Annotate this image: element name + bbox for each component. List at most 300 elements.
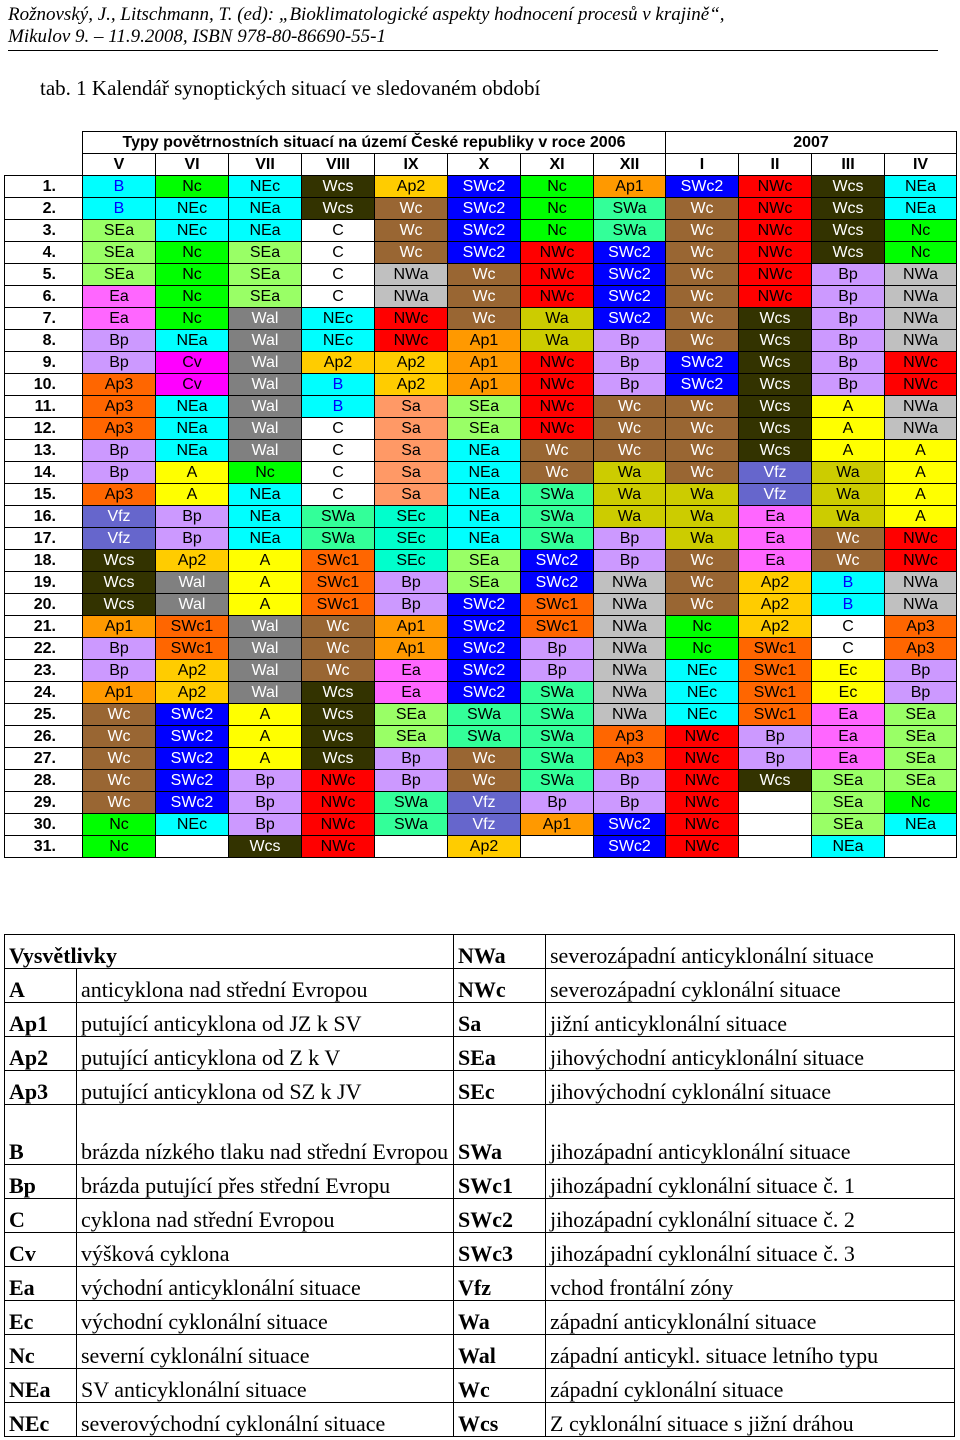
- situation-cell: NEa: [156, 440, 229, 462]
- situation-cell: Wa: [521, 330, 594, 352]
- legend-description: anticyklona nad střední Evropou: [77, 969, 454, 1003]
- situation-cell: SWc2: [448, 616, 521, 638]
- month-header: VI: [156, 154, 229, 176]
- situation-cell: NEa: [885, 198, 957, 220]
- situation-cell: NEc: [666, 660, 739, 682]
- situation-cell: C: [302, 264, 375, 286]
- situation-cell: Sa: [375, 396, 448, 418]
- situation-cell: Wc: [666, 264, 739, 286]
- legend-code: Ap1: [5, 1003, 77, 1037]
- situation-cell: Nc: [885, 242, 957, 264]
- situation-cell: NWa: [594, 638, 666, 660]
- legend-code: Nc: [5, 1335, 77, 1369]
- situation-cell: Ap3: [594, 748, 666, 770]
- situation-cell: Nc: [521, 220, 594, 242]
- situation-cell: SEa: [448, 572, 521, 594]
- situation-cell: SWc2: [521, 550, 594, 572]
- situation-cell: Wc: [666, 242, 739, 264]
- situation-cell: NWc: [739, 286, 812, 308]
- situation-cell: NEa: [229, 484, 302, 506]
- situation-cell: Wcs: [739, 374, 812, 396]
- situation-cell: Ap2: [739, 616, 812, 638]
- situation-cell: NWc: [521, 352, 594, 374]
- calendar-row: [5, 264, 957, 286]
- situation-cell: NWc: [739, 176, 812, 198]
- calendar-row: [5, 176, 957, 198]
- situation-cell: A: [229, 594, 302, 616]
- day-label: 27.: [5, 748, 83, 770]
- day-label: 10.: [5, 374, 83, 396]
- situation-cell: Sa: [375, 440, 448, 462]
- situation-cell: Bp: [812, 286, 885, 308]
- calendar-row: [5, 572, 957, 594]
- situation-cell: SEc: [375, 550, 448, 572]
- legend-code: NWa: [454, 935, 546, 969]
- situation-cell: NEa: [156, 418, 229, 440]
- situation-cell: Wcs: [302, 682, 375, 704]
- situation-cell: SWc2: [156, 770, 229, 792]
- month-header-row: [5, 154, 957, 176]
- legend-code: NEc: [5, 1403, 77, 1437]
- day-label: 13.: [5, 440, 83, 462]
- situation-cell: Bp: [812, 352, 885, 374]
- legend-description: severozápadní cyklonální situace: [546, 969, 955, 1003]
- day-label: 26.: [5, 726, 83, 748]
- corner-cell: [5, 132, 83, 154]
- legend-code: Cv: [5, 1233, 77, 1267]
- situation-cell: Wa: [666, 484, 739, 506]
- situation-cell: NWc: [302, 792, 375, 814]
- situation-cell: SWc1: [302, 572, 375, 594]
- situation-cell: SWc1: [739, 704, 812, 726]
- situation-cell: Nc: [83, 814, 156, 836]
- month-header: II: [739, 154, 812, 176]
- situation-cell: NWa: [375, 286, 448, 308]
- legend-description: brázda putující přes střední Evropu: [77, 1165, 454, 1199]
- situation-cell: SWc2: [666, 176, 739, 198]
- calendar-row: [5, 198, 957, 220]
- situation-cell: NWc: [375, 308, 448, 330]
- legend-description: putující anticyklona od SZ k JV: [77, 1071, 454, 1105]
- legend-row: [5, 1233, 955, 1267]
- legend-code: Ea: [5, 1267, 77, 1301]
- situation-cell: A: [229, 726, 302, 748]
- legend-code: SEc: [454, 1071, 546, 1105]
- situation-cell: Ap2: [156, 660, 229, 682]
- situation-cell: B: [302, 374, 375, 396]
- situation-cell: B: [83, 198, 156, 220]
- situation-cell: Ap2: [375, 352, 448, 374]
- situation-cell: SEc: [375, 528, 448, 550]
- legend-table: [4, 934, 955, 1437]
- situation-cell: Wal: [229, 330, 302, 352]
- situation-cell: A: [229, 550, 302, 572]
- situation-cell: [885, 836, 957, 858]
- situation-cell: Wal: [229, 682, 302, 704]
- situation-cell: Ap1: [375, 638, 448, 660]
- situation-cell: SEa: [448, 550, 521, 572]
- legend-row: [5, 1301, 955, 1335]
- calendar-row: [5, 792, 957, 814]
- situation-cell: SEa: [448, 396, 521, 418]
- month-header: V: [83, 154, 156, 176]
- situation-cell: Ea: [739, 550, 812, 572]
- month-header: I: [666, 154, 739, 176]
- situation-cell: NWa: [885, 418, 957, 440]
- situation-cell: Cv: [156, 352, 229, 374]
- month-header: IV: [885, 154, 957, 176]
- situation-cell: SWa: [448, 726, 521, 748]
- situation-cell: SWa: [302, 506, 375, 528]
- synoptic-calendar-table: [4, 131, 957, 858]
- situation-cell: SWc2: [448, 682, 521, 704]
- situation-cell: Wcs: [812, 242, 885, 264]
- situation-cell: Wa: [666, 528, 739, 550]
- situation-cell: SWc2: [448, 638, 521, 660]
- situation-cell: NEa: [156, 330, 229, 352]
- situation-cell: NWa: [885, 286, 957, 308]
- situation-cell: Nc: [885, 792, 957, 814]
- situation-cell: Wcs: [83, 550, 156, 572]
- situation-cell: SEa: [885, 704, 957, 726]
- legend-code: SWc2: [454, 1199, 546, 1233]
- situation-cell: SEc: [375, 506, 448, 528]
- situation-cell: Bp: [229, 792, 302, 814]
- year-2006-header: Typy povětrnostních situací na území České republiky v roce 2006: [83, 132, 666, 154]
- day-label: 23.: [5, 660, 83, 682]
- situation-cell: C: [302, 462, 375, 484]
- situation-cell: Bp: [739, 748, 812, 770]
- situation-cell: Wa: [812, 506, 885, 528]
- legend-code: SWc3: [454, 1233, 546, 1267]
- situation-cell: Bp: [812, 264, 885, 286]
- situation-cell: NWc: [521, 374, 594, 396]
- situation-cell: NWa: [885, 308, 957, 330]
- situation-cell: [739, 836, 812, 858]
- situation-cell: NWc: [885, 528, 957, 550]
- situation-cell: Ap1: [83, 616, 156, 638]
- situation-cell: Bp: [739, 726, 812, 748]
- situation-cell: NEa: [885, 176, 957, 198]
- situation-cell: NEa: [448, 462, 521, 484]
- situation-cell: Bp: [83, 330, 156, 352]
- situation-cell: NWa: [375, 264, 448, 286]
- situation-cell: Bp: [229, 814, 302, 836]
- situation-cell: Wc: [666, 462, 739, 484]
- legend-row: [5, 1071, 955, 1105]
- situation-cell: Bp: [83, 352, 156, 374]
- situation-cell: A: [156, 462, 229, 484]
- situation-cell: Wcs: [739, 308, 812, 330]
- situation-cell: Wc: [666, 220, 739, 242]
- situation-cell: Bp: [229, 770, 302, 792]
- situation-cell: SEa: [229, 264, 302, 286]
- situation-cell: NWc: [885, 374, 957, 396]
- calendar-row: [5, 726, 957, 748]
- situation-cell: SWa: [448, 704, 521, 726]
- situation-cell: SEa: [229, 242, 302, 264]
- calendar-row: [5, 242, 957, 264]
- situation-cell: C: [302, 418, 375, 440]
- situation-cell: SWc2: [448, 660, 521, 682]
- situation-cell: SWc2: [156, 726, 229, 748]
- day-label: 16.: [5, 506, 83, 528]
- month-header: VII: [229, 154, 302, 176]
- situation-cell: Ea: [375, 660, 448, 682]
- situation-cell: NEa: [229, 220, 302, 242]
- situation-cell: Wc: [666, 396, 739, 418]
- calendar-row: [5, 352, 957, 374]
- situation-cell: Ap1: [448, 330, 521, 352]
- situation-cell: SWc1: [302, 550, 375, 572]
- situation-cell: Cv: [156, 374, 229, 396]
- calendar-row: [5, 638, 957, 660]
- situation-cell: SWa: [521, 704, 594, 726]
- day-label: 31.: [5, 836, 83, 858]
- legend-row: [5, 1037, 955, 1071]
- situation-cell: Wc: [375, 220, 448, 242]
- situation-cell: Nc: [521, 198, 594, 220]
- situation-cell: Wcs: [302, 748, 375, 770]
- situation-cell: Ea: [739, 528, 812, 550]
- legend-row: [5, 969, 955, 1003]
- situation-cell: Nc: [666, 616, 739, 638]
- situation-cell: NEa: [229, 198, 302, 220]
- legend-code: Wcs: [454, 1403, 546, 1437]
- situation-cell: B: [302, 396, 375, 418]
- legend-description: jihovýchodní cyklonální situace: [546, 1071, 955, 1105]
- situation-cell: NWa: [594, 704, 666, 726]
- legend-code: SEa: [454, 1037, 546, 1071]
- situation-cell: NEc: [156, 220, 229, 242]
- situation-cell: A: [885, 506, 957, 528]
- situation-cell: NWc: [885, 352, 957, 374]
- legend-description: jihovýchodní anticyklonální situace: [546, 1037, 955, 1071]
- situation-cell: Wal: [229, 638, 302, 660]
- situation-cell: C: [302, 440, 375, 462]
- situation-cell: [156, 836, 229, 858]
- situation-cell: Ap3: [83, 396, 156, 418]
- calendar-row: [5, 418, 957, 440]
- situation-cell: Wc: [83, 726, 156, 748]
- situation-cell: SWc2: [594, 836, 666, 858]
- situation-cell: A: [156, 484, 229, 506]
- legend-row: [5, 1403, 955, 1437]
- situation-cell: Wcs: [302, 704, 375, 726]
- situation-cell: SWc1: [739, 638, 812, 660]
- situation-cell: Ap3: [83, 484, 156, 506]
- situation-cell: SWa: [521, 770, 594, 792]
- situation-cell: Wc: [594, 418, 666, 440]
- situation-cell: Wcs: [302, 726, 375, 748]
- calendar-row: [5, 748, 957, 770]
- situation-cell: Ap2: [739, 572, 812, 594]
- situation-cell: Ea: [83, 286, 156, 308]
- situation-cell: Wc: [594, 440, 666, 462]
- legend-description: cyklona nad střední Evropou: [77, 1199, 454, 1233]
- situation-cell: Wc: [666, 286, 739, 308]
- month-header: XII: [594, 154, 666, 176]
- calendar-row: [5, 594, 957, 616]
- situation-cell: Wcs: [739, 352, 812, 374]
- situation-cell: Nc: [83, 836, 156, 858]
- situation-cell: NWc: [739, 264, 812, 286]
- situation-cell: Ap3: [594, 726, 666, 748]
- legend-description: západní anticykl. situace letního typu: [546, 1335, 955, 1369]
- situation-cell: SEa: [812, 770, 885, 792]
- situation-cell: NWc: [521, 396, 594, 418]
- situation-cell: NWc: [302, 770, 375, 792]
- situation-cell: Wcs: [83, 572, 156, 594]
- situation-cell: Wc: [302, 638, 375, 660]
- situation-cell: SEa: [375, 726, 448, 748]
- situation-cell: NEa: [448, 440, 521, 462]
- legend-code: SWc1: [454, 1165, 546, 1199]
- situation-cell: NWc: [739, 220, 812, 242]
- legend-description: jihozápadní anticyklonální situace: [546, 1105, 955, 1165]
- situation-cell: NWc: [739, 242, 812, 264]
- situation-cell: B: [812, 572, 885, 594]
- situation-cell: Wa: [666, 506, 739, 528]
- situation-cell: Nc: [156, 286, 229, 308]
- situation-cell: SWc2: [448, 198, 521, 220]
- situation-cell: SEa: [229, 286, 302, 308]
- situation-cell: Nc: [521, 176, 594, 198]
- day-label: 4.: [5, 242, 83, 264]
- situation-cell: Wa: [812, 462, 885, 484]
- situation-cell: Ea: [812, 726, 885, 748]
- legend-code: Sa: [454, 1003, 546, 1037]
- calendar-row: [5, 330, 957, 352]
- situation-cell: C: [302, 484, 375, 506]
- legend-row: [5, 935, 955, 969]
- situation-cell: Wal: [229, 352, 302, 374]
- situation-cell: Ec: [812, 660, 885, 682]
- legend-row: [5, 1199, 955, 1233]
- situation-cell: Bp: [521, 638, 594, 660]
- situation-cell: Bp: [83, 638, 156, 660]
- situation-cell: Bp: [156, 528, 229, 550]
- situation-cell: SEa: [885, 770, 957, 792]
- situation-cell: NWc: [666, 726, 739, 748]
- situation-cell: Vfz: [448, 792, 521, 814]
- situation-cell: SWc2: [666, 374, 739, 396]
- legend-description: severozápadní anticyklonální situace: [546, 935, 955, 969]
- situation-cell: SWa: [521, 528, 594, 550]
- situation-cell: [739, 792, 812, 814]
- situation-cell: Wal: [229, 418, 302, 440]
- day-label: 9.: [5, 352, 83, 374]
- situation-cell: Ea: [812, 748, 885, 770]
- situation-cell: C: [302, 286, 375, 308]
- situation-cell: Wc: [666, 440, 739, 462]
- situation-cell: Wcs: [812, 198, 885, 220]
- situation-cell: SWc2: [448, 220, 521, 242]
- legend-description: putující anticyklona od Z k V: [77, 1037, 454, 1071]
- situation-cell: A: [812, 440, 885, 462]
- situation-cell: SWc2: [594, 242, 666, 264]
- situation-cell: Nc: [156, 176, 229, 198]
- situation-cell: Vfz: [448, 814, 521, 836]
- day-label: 2.: [5, 198, 83, 220]
- situation-cell: Wc: [302, 660, 375, 682]
- situation-cell: Wc: [812, 528, 885, 550]
- situation-cell: NWc: [666, 770, 739, 792]
- calendar-row: [5, 374, 957, 396]
- situation-cell: Ap3: [83, 418, 156, 440]
- legend-description: SV anticyklonální situace: [77, 1369, 454, 1403]
- month-header: VIII: [302, 154, 375, 176]
- month-header: IX: [375, 154, 448, 176]
- situation-cell: NEa: [229, 506, 302, 528]
- situation-cell: SEa: [375, 704, 448, 726]
- situation-cell: Ap2: [739, 594, 812, 616]
- situation-cell: Wa: [594, 462, 666, 484]
- situation-cell: NEc: [666, 682, 739, 704]
- situation-cell: Ap1: [521, 814, 594, 836]
- day-label: 3.: [5, 220, 83, 242]
- situation-cell: SWc1: [302, 594, 375, 616]
- situation-cell: Wal: [229, 374, 302, 396]
- situation-cell: Wc: [83, 792, 156, 814]
- day-label: 12.: [5, 418, 83, 440]
- situation-cell: Ap2: [302, 352, 375, 374]
- situation-cell: Wal: [229, 616, 302, 638]
- situation-cell: [521, 836, 594, 858]
- situation-cell: SEa: [812, 792, 885, 814]
- situation-cell: NWa: [885, 330, 957, 352]
- situation-cell: Ap3: [885, 616, 957, 638]
- situation-cell: SWc2: [448, 242, 521, 264]
- header-line-2: Mikulov 9. – 11.9.2008, ISBN 978-80-86690-55-1: [8, 26, 387, 47]
- situation-cell: SWc1: [521, 594, 594, 616]
- situation-cell: SEa: [83, 242, 156, 264]
- legend-code: A: [5, 969, 77, 1003]
- situation-cell: Wcs: [739, 770, 812, 792]
- situation-cell: Wcs: [302, 198, 375, 220]
- calendar-row: [5, 836, 957, 858]
- situation-cell: Wc: [521, 440, 594, 462]
- situation-cell: Ap2: [156, 682, 229, 704]
- situation-cell: SWa: [521, 748, 594, 770]
- situation-cell: Ap2: [448, 836, 521, 858]
- situation-cell: Bp: [375, 594, 448, 616]
- situation-cell: Wal: [229, 660, 302, 682]
- situation-cell: Ap1: [375, 616, 448, 638]
- situation-cell: Ap2: [156, 550, 229, 572]
- situation-cell: Bp: [885, 660, 957, 682]
- legend-description: západní anticyklonální situace: [546, 1301, 955, 1335]
- legend-code: Wal: [454, 1335, 546, 1369]
- situation-cell: Wal: [156, 594, 229, 616]
- situation-cell: Bp: [594, 352, 666, 374]
- situation-cell: NEc: [302, 308, 375, 330]
- year-2007-header: 2007: [666, 132, 957, 154]
- situation-cell: Ap1: [448, 352, 521, 374]
- day-label: 11.: [5, 396, 83, 418]
- legend-code: Bp: [5, 1165, 77, 1199]
- calendar-body: [5, 176, 957, 858]
- situation-cell: NWc: [521, 286, 594, 308]
- situation-cell: SWc2: [448, 594, 521, 616]
- legend-description: východní anticyklonální situace: [77, 1267, 454, 1301]
- situation-cell: C: [302, 220, 375, 242]
- situation-cell: Bp: [83, 462, 156, 484]
- situation-cell: Wc: [666, 550, 739, 572]
- situation-cell: NWa: [885, 264, 957, 286]
- situation-cell: NWc: [739, 198, 812, 220]
- situation-cell: Nc: [156, 264, 229, 286]
